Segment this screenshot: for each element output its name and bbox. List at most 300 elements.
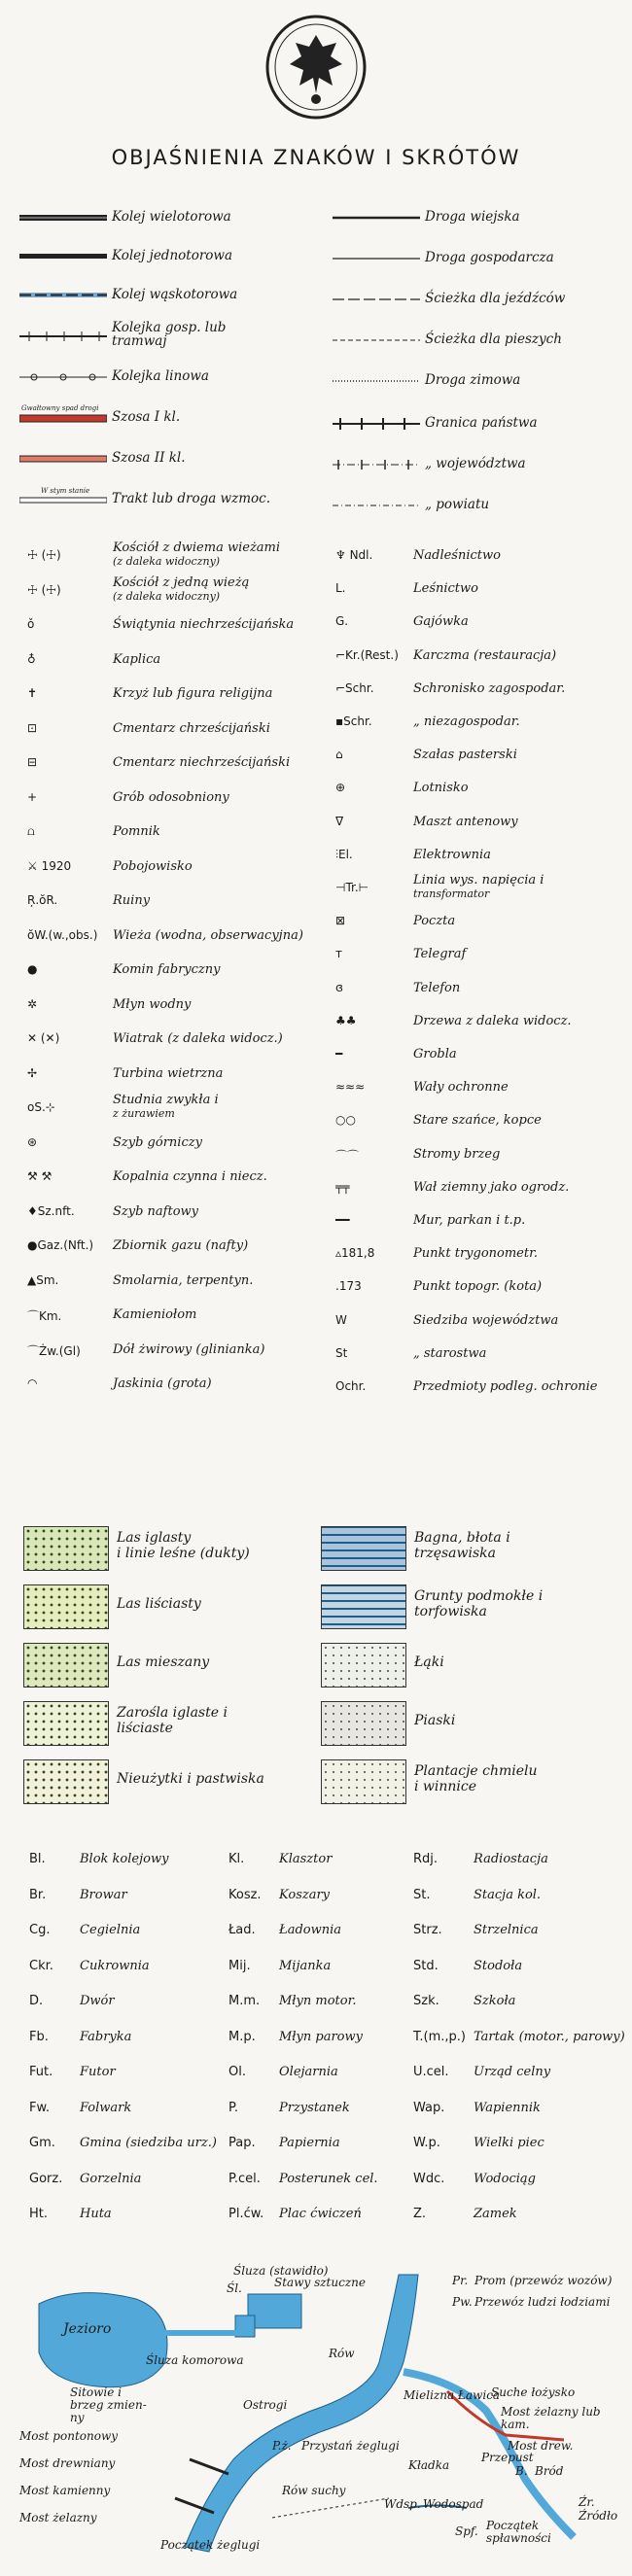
symbol-row — [27, 1373, 329, 1402]
hydrography-diagram — [19, 2265, 622, 2557]
map-symbol-icon: ✲ — [27, 996, 38, 1011]
symbol-row — [27, 1027, 329, 1057]
legend-label: Kolej wąskotorowa — [112, 287, 238, 302]
vegetation-label — [414, 1654, 444, 1670]
symbol-row — [335, 1309, 627, 1339]
symbol-label — [113, 1342, 264, 1357]
vegetation-swatch — [321, 1584, 406, 1629]
label-stawy: Stawy sztuczne — [274, 2276, 366, 2289]
symbol-label — [113, 576, 249, 604]
symbol-label-line: Wały ochronne — [413, 1080, 509, 1096]
symbol-label — [113, 928, 303, 943]
abbreviation-key: W.p. — [413, 2136, 440, 2150]
single-track-rail-symbol — [19, 243, 107, 270]
label-most-zel: Most żelazny — [19, 2511, 97, 2524]
svg-text:W stym stanie: W stym stanie — [41, 487, 90, 495]
symbol-label — [113, 859, 193, 874]
map-symbol-icon: ✕ (✕) — [27, 1031, 60, 1045]
symbol-label — [413, 1313, 558, 1328]
symbol-label-line: Maszt antenowy — [413, 814, 518, 829]
label-sl: Śl. — [227, 2281, 242, 2295]
legend-row — [333, 286, 624, 313]
symbol-label — [413, 581, 478, 596]
symbol-label — [113, 893, 150, 908]
map-symbol-icon: ⫶El. — [335, 847, 353, 861]
vegetation-label — [117, 1705, 228, 1736]
symbol-label-line: Grób odosobniony — [113, 789, 229, 805]
abbreviation-value: Huta — [80, 2207, 112, 2221]
symbol-label-line: Telefon — [413, 980, 461, 995]
label-most-drew-r: Most drew. — [508, 2439, 574, 2453]
legend-row — [333, 367, 624, 395]
symbol-row — [335, 1010, 627, 1039]
vegetation-label-line: Nieużytki i pastwiska — [117, 1771, 264, 1787]
symbol-row — [27, 889, 329, 919]
symbol-label — [413, 1279, 542, 1294]
abbreviation-value: Dwór — [80, 1994, 115, 2008]
symbol-label — [113, 1094, 219, 1121]
symbol-row — [27, 786, 329, 816]
symbol-row — [27, 540, 329, 574]
label-sluza: Śluza (stawidło) — [233, 2264, 329, 2278]
abbreviation-entry — [228, 1958, 332, 1973]
label-zr: Źr. — [579, 2495, 595, 2509]
symbol-label — [413, 614, 469, 629]
symbol-label — [413, 1113, 542, 1128]
symbol-row — [335, 777, 627, 806]
symbol-row — [335, 943, 627, 972]
county-border-symbol — [333, 492, 420, 519]
abbreviation-value: Mijanka — [279, 1958, 332, 1973]
symbol-row — [27, 855, 329, 885]
symbol-label — [413, 981, 460, 995]
label-ostrogi: Ostrogi — [243, 2398, 288, 2412]
symbol-label-line: z żurawiem — [113, 1107, 175, 1120]
symbol-row — [335, 1143, 627, 1172]
legend-label: Kolej wielotorowa — [112, 209, 231, 225]
abbreviation-entry — [228, 2207, 362, 2221]
label-pz: P.ż. — [272, 2439, 292, 2453]
label-mielizna: Mielizna Ławica — [404, 2388, 501, 2402]
abbreviation-value: Olejarnia — [279, 2065, 338, 2079]
abbreviation-key: Bl. — [29, 1852, 46, 1866]
legend-row — [19, 404, 321, 432]
vegetation-label-line: Bagna, błota i — [414, 1530, 510, 1546]
abbreviation-entry — [413, 2100, 541, 2115]
abbreviation-key: D. — [29, 1994, 44, 2008]
symbol-row — [335, 811, 627, 840]
abbreviation-key: Std. — [413, 1958, 439, 1973]
symbol-label-line: Nadleśnictwo — [413, 548, 501, 563]
symbol-label-line: „ starostwa — [413, 1345, 487, 1361]
abbreviation-entry — [29, 2136, 217, 2150]
vegetation-swatch — [321, 1643, 406, 1688]
abbreviation-key: P. — [228, 2100, 238, 2115]
label-most-zel-kam: Most żelazny lub kam. — [501, 2405, 601, 2431]
vegetation-label — [117, 1530, 250, 1561]
abbreviation-value: Plac ćwiczeń — [279, 2207, 362, 2221]
map-symbol-icon: ○○ — [335, 1113, 356, 1128]
map-symbol-icon: ✢ — [27, 1065, 38, 1080]
legend-label: Ścieżka dla pieszych — [425, 331, 562, 347]
abbreviation-entry — [228, 1852, 333, 1866]
map-symbol-icon: + — [27, 789, 38, 804]
symbol-row — [335, 1209, 627, 1238]
label-zrodlo: Źródło — [579, 2509, 618, 2523]
abbreviation-entry — [413, 2065, 551, 2079]
abbreviation-entry — [29, 1923, 141, 1937]
abbreviation-value: Strzelnica — [474, 1923, 539, 1937]
abbreviation-value: Browar — [80, 1887, 127, 1902]
symbol-row — [27, 1093, 329, 1126]
page-title: OBJAŚNIENIA ZNAKÓW I SKRÓTÓW — [111, 146, 521, 169]
abbreviation-entry — [29, 1852, 169, 1866]
road-class-2-symbol — [19, 445, 107, 472]
vegetation-swatch — [321, 1526, 406, 1571]
abbreviation-entry — [413, 1923, 539, 1937]
road-class-1-symbol — [19, 404, 107, 432]
vegetation-swatch — [23, 1759, 109, 1804]
symbol-label — [113, 1135, 202, 1150]
symbol-label — [413, 848, 491, 862]
symbol-label — [413, 681, 565, 696]
abbreviation-key: M.p. — [228, 2029, 256, 2044]
symbol-label-line: Smolarnia, terpentyn. — [113, 1272, 254, 1288]
abbreviation-value: Zamek — [474, 2207, 517, 2221]
map-symbol-icon: ⌐Schr. — [335, 680, 374, 695]
abbreviation-value: Klasztor — [279, 1852, 333, 1866]
map-symbol-icon: G. — [335, 614, 349, 629]
vegetation-label — [117, 1771, 264, 1787]
symbol-row — [27, 1062, 329, 1092]
abbreviation-value: Szkoła — [474, 1994, 516, 2008]
map-symbol-icon: ŏW.(w.,obs.) — [27, 927, 98, 942]
vegetation-swatch — [321, 1701, 406, 1746]
abbreviation-key: Pl.ćw. — [228, 2207, 264, 2221]
symbol-label-line: Punkt topogr. (kota) — [413, 1279, 543, 1295]
abbreviation-key: Fut. — [29, 2065, 53, 2079]
label-row: Rów — [329, 2347, 355, 2360]
symbol-label-line: (z daleka widoczny) — [113, 589, 221, 603]
legend-row — [19, 445, 321, 472]
abbreviation-entry — [29, 2207, 112, 2221]
map-symbol-icon: ▲Sm. — [27, 1272, 59, 1287]
abbreviation-value: Gorzelnia — [80, 2171, 142, 2186]
vegetation-label-line: i linie leśne (dukty) — [117, 1546, 250, 1561]
symbol-label — [113, 790, 229, 805]
ponds-shape — [248, 2294, 301, 2328]
symbol-row — [335, 610, 627, 640]
abbreviation-entry — [228, 2029, 363, 2044]
symbol-row — [27, 682, 329, 712]
map-symbol-icon: ♣♣ — [335, 1013, 357, 1027]
map-symbol-icon: .173 — [335, 1279, 362, 1294]
abbreviation-key: Fw. — [29, 2100, 51, 2115]
legend-label: Trakt lub droga wzmoc. — [112, 491, 271, 506]
symbol-label-line: Komin fabryczny — [113, 962, 221, 977]
abbreviation-entry — [228, 1994, 357, 2008]
vegetation-label — [414, 1763, 538, 1794]
winter-road-symbol — [333, 367, 420, 395]
label-poczatek-splaw: Początek spławności — [486, 2519, 551, 2545]
symbol-row — [27, 1131, 329, 1161]
symbol-label-line: Szałas pasterski — [413, 748, 517, 763]
abbreviation-value: Gmina (siedziba urz.) — [80, 2136, 217, 2150]
symbol-row — [27, 993, 329, 1023]
symbol-row — [335, 744, 627, 773]
abbreviation-key: Ol. — [228, 2065, 246, 2079]
symbol-row — [27, 1270, 329, 1299]
symbol-row — [335, 1275, 627, 1305]
legend-row — [19, 282, 321, 309]
symbol-row — [27, 613, 329, 643]
symbol-label-line: transformator — [413, 888, 490, 900]
abbreviation-key: Ckr. — [29, 1958, 53, 1973]
symbol-label-line: Krzyż lub figura religijna — [113, 686, 273, 701]
label-most-ponton: Most pontonowy — [19, 2429, 118, 2443]
abbreviation-entry — [413, 2207, 517, 2221]
symbol-label — [413, 1379, 598, 1394]
symbol-label — [413, 714, 520, 729]
abbreviation-entry — [413, 1887, 542, 1902]
map-symbol-icon: L. — [335, 581, 346, 596]
symbol-row — [335, 711, 627, 740]
map-symbol-icon: ⊣Tr.⊢ — [335, 881, 369, 894]
symbol-label-line: Turbina wietrzna — [113, 1065, 224, 1081]
abbreviation-key: Gm. — [29, 2136, 55, 2150]
symbol-row — [335, 1342, 627, 1372]
abbreviation-value: Przystanek — [279, 2100, 350, 2115]
symbol-label-line: Wiatrak (z daleka widocz.) — [113, 1031, 283, 1046]
abbreviation-key: Br. — [29, 1887, 47, 1902]
abbreviation-entry — [228, 2171, 378, 2186]
legend-row — [333, 451, 624, 478]
farm-road-symbol — [333, 245, 420, 272]
symbol-label-line: Stromy brzeg — [413, 1146, 501, 1162]
state-border-symbol — [333, 410, 420, 437]
symbol-row — [335, 1076, 627, 1105]
symbol-label — [413, 947, 466, 961]
abbreviation-value: Koszary — [279, 1887, 331, 1902]
legend-label: Droga zimowa — [425, 372, 521, 388]
label-przystan: Przystań żeglugi — [301, 2439, 400, 2453]
label-most-drewn: Most drewniany — [19, 2456, 116, 2470]
vegetation-label-line: Las liściasty — [117, 1596, 201, 1612]
legend-row — [19, 486, 321, 513]
symbol-label-line: Ruiny — [113, 893, 151, 908]
map-symbol-icon: ♆ Ndl. — [335, 548, 373, 562]
abbreviation-entry — [29, 1994, 115, 2008]
symbol-row — [335, 644, 627, 674]
symbol-row — [27, 820, 329, 850]
map-symbol-icon: ♦Sz.nft. — [27, 1203, 75, 1218]
abbreviation-key: Mij. — [228, 1958, 251, 1973]
symbol-label — [413, 815, 518, 829]
symbol-label-line: Dół żwirowy (glinianka) — [113, 1341, 265, 1357]
symbol-row — [335, 873, 627, 906]
abbreviation-value: Folwark — [80, 2100, 132, 2115]
label-brod: Bród — [535, 2464, 564, 2478]
abbreviation-key: Ład. — [228, 1923, 256, 1937]
symbol-row — [335, 1176, 627, 1205]
abbreviation-key: Szk. — [413, 1994, 439, 2008]
legend-label: Droga wiejska — [425, 209, 520, 225]
symbol-row — [27, 717, 329, 747]
symbol-row — [335, 544, 627, 574]
symbol-label-line: Pobojowisko — [113, 858, 193, 874]
symbol-label-line: Cmentarz chrześcijański — [113, 720, 270, 736]
label-pw: Pw. — [452, 2295, 473, 2309]
symbol-label — [413, 1346, 486, 1361]
map-symbol-icon: ☩ (☩) — [27, 582, 61, 597]
abbreviation-key: Cg. — [29, 1923, 51, 1937]
label-sitowie: Sitowie i brzeg zmien-ny — [70, 2385, 147, 2424]
symbol-row — [27, 924, 329, 954]
vegetation-label — [117, 1596, 201, 1612]
symbol-row — [335, 1242, 627, 1271]
label-prom: Prom (przewóz wozów) — [474, 2274, 613, 2287]
svg-text:Gwałtowny spad drogi: Gwałtowny spad drogi — [21, 404, 99, 412]
vegetation-label — [414, 1530, 510, 1561]
symbol-label — [413, 1213, 525, 1228]
map-symbol-icon: ⊠ — [335, 914, 346, 928]
symbol-label-line: Kościół z dwiema wieżami — [113, 540, 281, 555]
symbol-label-line: Lotnisko — [413, 781, 469, 796]
label-b: B. — [515, 2464, 528, 2478]
map-symbol-icon: ✝ — [27, 686, 38, 700]
symbol-label — [113, 1066, 223, 1081]
abbreviation-value: Urząd celny — [474, 2065, 551, 2079]
label-jezioro: Jezioro — [63, 2321, 112, 2337]
symbol-label — [113, 1031, 283, 1046]
abbreviation-entry — [29, 2100, 132, 2115]
symbol-label-line: Przedmioty podleg. ochronie — [413, 1379, 598, 1394]
abbreviation-key: St. — [413, 1887, 431, 1902]
abbreviation-key: Kl. — [228, 1852, 245, 1866]
symbol-label-line: Kopalnia czynna i niecz. — [113, 1169, 267, 1184]
label-przewoz: Przewóz ludzi łodziami — [474, 2295, 611, 2309]
abbreviation-key: Ht. — [29, 2207, 49, 2221]
abbreviation-entry — [29, 2171, 142, 2186]
symbol-label — [413, 781, 469, 795]
symbol-label-line: Szyb naftowy — [113, 1203, 199, 1219]
abbreviation-entry — [228, 2136, 340, 2150]
abbreviation-value: Cegielnia — [80, 1923, 141, 1937]
symbol-label-line: Mur, parkan i t.p. — [413, 1213, 526, 1228]
symbol-label-line: Linia wys. napięcia i — [413, 873, 544, 888]
abbreviation-key: M.m. — [228, 1994, 261, 2008]
map-symbol-icon: ◠ — [27, 1376, 38, 1390]
symbol-label — [113, 997, 191, 1012]
abbreviation-value: Fabryka — [80, 2029, 132, 2044]
legend-row — [19, 364, 321, 391]
map-symbol-icon: Ochr. — [335, 1379, 367, 1393]
abbreviation-entry — [29, 2065, 116, 2079]
abbreviation-key: U.cel. — [413, 2065, 449, 2079]
legend-label: Kolejka linowa — [112, 368, 209, 384]
map-symbol-icon: ● — [27, 962, 38, 976]
symbol-row — [335, 678, 627, 707]
symbol-label-line: Poczta — [413, 914, 456, 929]
map-symbol-icon: ⌂ — [335, 748, 343, 762]
symbol-label — [413, 1047, 457, 1062]
legend-row — [333, 245, 624, 272]
symbol-label — [413, 914, 455, 928]
map-symbol-icon: ♁ — [27, 651, 36, 666]
symbol-row — [27, 751, 329, 781]
vegetation-label-line: Las mieszany — [117, 1654, 210, 1670]
cable-railway-symbol — [19, 364, 107, 391]
abbreviation-key: Gorz. — [29, 2171, 63, 2186]
symbol-label-line: Elektrownia — [413, 847, 491, 862]
map-symbol-icon: ⌐Kr.(Rest.) — [335, 647, 399, 662]
abbreviation-value: Młyn parowy — [279, 2029, 363, 2044]
abbreviation-value: Posterunek cel. — [279, 2171, 378, 2186]
map-symbol-icon: ╤╤ — [335, 1179, 350, 1194]
symbol-row — [27, 574, 329, 609]
map-symbol-icon: ⊟ — [27, 755, 38, 769]
vegetation-label — [414, 1713, 455, 1728]
legend-row — [333, 204, 624, 231]
symbol-label — [413, 1180, 569, 1195]
abbreviation-entry — [228, 2100, 350, 2115]
abbreviation-key: P.cel. — [228, 2171, 261, 2186]
vegetation-swatch — [23, 1526, 109, 1571]
abbreviation-entry — [413, 1958, 523, 1973]
wig-emblem — [263, 14, 369, 121]
symbol-label — [413, 874, 544, 901]
map-symbol-icon: ━━ — [335, 1213, 350, 1227]
symbol-label-line: Świątynia niechrześcijańska — [113, 617, 295, 632]
vegetation-swatch — [321, 1759, 406, 1804]
map-symbol-icon: oS.⊹ — [27, 1100, 55, 1114]
legend-label: „ powiatu — [425, 497, 490, 512]
symbol-label — [113, 541, 280, 569]
symbol-row — [335, 977, 627, 1006]
abbreviation-entry — [413, 1994, 516, 2008]
abbreviation-entry — [29, 1887, 127, 1902]
symbol-row — [27, 1339, 329, 1368]
symbol-label-line: Stare szańce, kopce — [413, 1113, 542, 1129]
legend-label: Kolejka gosp. lub tramwaj — [112, 320, 227, 349]
abbreviation-value: Radiostacja — [474, 1852, 548, 1866]
abbreviation-value: Cukrownia — [80, 1958, 150, 1973]
legend-label: Kolej jednotorowa — [112, 248, 233, 263]
voivodeship-border-symbol — [333, 451, 420, 478]
map-symbol-icon: ⚔ 1920 — [27, 858, 72, 873]
legend-row — [19, 320, 321, 350]
map-symbol-icon: Ŗ.ŏR. — [27, 893, 58, 907]
vegetation-label — [414, 1588, 543, 1619]
symbol-label — [113, 1273, 253, 1288]
symbol-row — [27, 1201, 329, 1230]
legend-label: Szosa II kl. — [112, 450, 186, 466]
abbreviation-value: Wapiennik — [474, 2100, 541, 2115]
symbol-label-line: Kamieniołom — [113, 1307, 197, 1322]
abbreviation-entry — [413, 2029, 625, 2044]
abbreviation-value: Ładownia — [279, 1923, 342, 1937]
map-symbol-icon: ᴛ — [335, 947, 342, 961]
vegetation-swatch — [23, 1701, 109, 1746]
label-pr: Pr. — [452, 2274, 469, 2287]
vegetation-swatch — [23, 1584, 109, 1629]
abbreviation-value: Futor — [80, 2065, 116, 2079]
symbol-label — [113, 1169, 267, 1184]
abbreviation-key: Strz. — [413, 1923, 442, 1937]
vegetation-label-line: Las iglasty — [117, 1530, 192, 1546]
symbol-row — [335, 844, 627, 873]
bridle-path-symbol — [333, 286, 420, 313]
